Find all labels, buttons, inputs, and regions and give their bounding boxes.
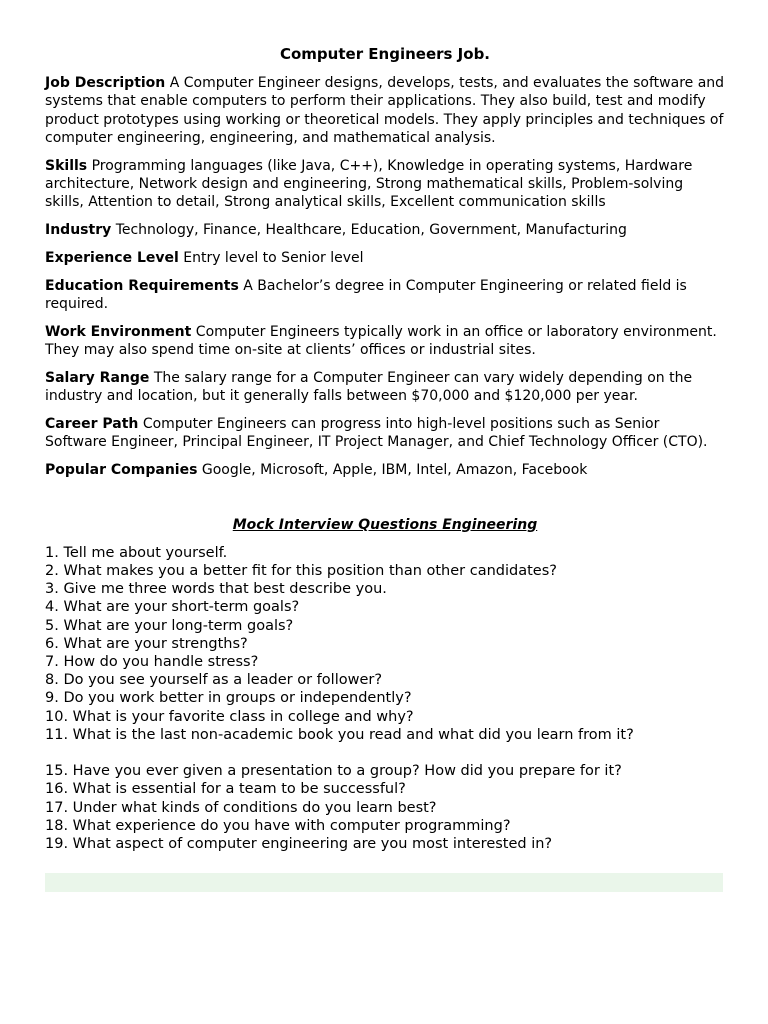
section-text: Entry level to Senior level (183, 249, 364, 266)
section-text: A Bachelor’s degree in Computer Engineering or related field is required. (45, 277, 687, 312)
section-spacer (45, 489, 725, 516)
document-title: Computer Engineers Job. (279, 45, 491, 63)
section-skills (45, 157, 725, 212)
section-label: Job Description (45, 75, 166, 91)
section-popular-companies (45, 461, 725, 479)
section-industry (45, 221, 725, 239)
list-item: 11. What is the last non-academic book you read and what did you learn from it? (45, 726, 634, 743)
section-education-requirements (45, 277, 725, 314)
section-label: Experience Level (45, 249, 179, 266)
section-job-description (45, 74, 725, 147)
list-gap (45, 744, 725, 762)
section-work-environment (45, 323, 725, 360)
section-text: Programming languages (like Java, C++), Knowledge in operating systems, Hardware architecture, Network design and engineering, Strong mathematical skills, Problem-solving skills, Attention to detail, Strong analytical skills, Excellent communication skills (45, 157, 693, 211)
list-item: 8. Do you see yourself as a leader or follower? (45, 672, 383, 689)
section-career-path (45, 415, 725, 452)
list-item: 7. How do you handle stress? (45, 654, 259, 671)
section-text: Google, Microsoft, Apple, IBM, Intel, Amazon, Facebook (201, 462, 588, 479)
section-label: Popular Companies (45, 462, 198, 479)
interview-heading: Mock Interview Questions Engineering (232, 516, 538, 533)
section-experience-level (45, 249, 725, 267)
list-item: 2. What makes you a better fit for this position than other candidates? (45, 563, 557, 580)
question-list (45, 544, 725, 853)
section-text: Technology, Finance, Healthcare, Education, Government, Manufacturing (115, 222, 627, 239)
list-item: 17. Under what kinds of conditions do you learn best? (45, 799, 437, 816)
list-item: 18. What experience do you have with computer programming? (45, 817, 511, 834)
section-label: Career Path (45, 415, 139, 432)
list-item: 10. What is your favorite class in college and why? (45, 708, 414, 725)
list-item: 3. Give me three words that best describe you. (45, 581, 387, 598)
section-text: Computer Engineers typically work in an office or laboratory environment. They may also spend time on-site at clients’ offices or industrial sites. (45, 323, 717, 359)
list-item: 9. Do you work better in groups or independently? (45, 690, 412, 707)
list-item: 5. What are your long-term goals? (45, 617, 294, 634)
section-label: Salary Range (45, 369, 150, 386)
list-item: 1. Tell me about yourself. (45, 544, 228, 561)
section-salary-range (45, 369, 725, 406)
section-label: Work Environment (45, 323, 192, 340)
section-label: Industry (45, 222, 112, 239)
section-text: Computer Engineers can progress into high-level positions such as Senior Software Engineer, Principal Engineer, IT Project Manager, and Chief Technology Officer (CTO). (45, 415, 708, 451)
section-text: A Computer Engineer designs, develops, tests, and evaluates the software and systems that enable computers to perform their applications. They also build, test and modify product prototypes using working or theoretical models. They apply principles and techniques of computer engineering, engineering, and mathematical analysis. (45, 75, 725, 146)
list-item: 16. What is essential for a team to be successful? (45, 781, 406, 798)
highlight-band (45, 873, 723, 892)
list-item: 19. What aspect of computer engineering are you most interested in? (45, 836, 553, 853)
section-text: The salary range for a Computer Engineer can vary widely depending on the industry and location, but it generally falls between $70,000 and $120,000 per year. (45, 369, 693, 405)
list-item: 6. What are your strengths? (45, 635, 248, 652)
list-item: 15. Have you ever given a presentation to a group? How did you prepare for it? (45, 763, 622, 780)
document-page (45, 44, 725, 853)
section-label: Skills (45, 157, 88, 174)
list-item: 4. What are your short-term goals? (45, 599, 300, 616)
section-label: Education Requirements (45, 277, 239, 294)
